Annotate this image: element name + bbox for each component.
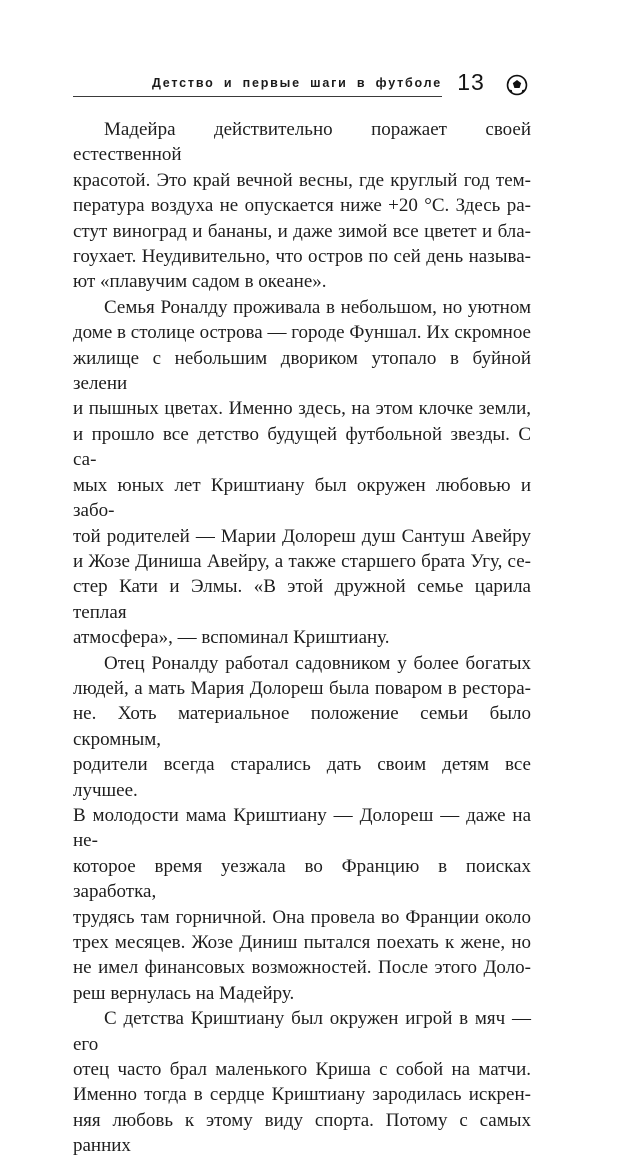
text-line: гоухает. Неудивительно, что остров по сей день называ-	[73, 246, 531, 268]
text-line: и Жозе Диниша Авейру, а также старшего брата Угу, се-	[73, 550, 531, 572]
text-line: пература воздуха не опускается ниже +20 °С. Здесь ра-	[73, 195, 531, 217]
text-line: В молодости мама Криштиану — Долореш — даже на не-	[73, 804, 531, 852]
paragraph	[73, 117, 531, 295]
soccer-ball-icon	[506, 74, 528, 96]
running-title: Детство и первые шаги в футболе	[151, 76, 442, 90]
text-line: которое время уезжала во Францию в поисках заработка,	[73, 855, 531, 903]
text-line: и прошло все детство будущей футбольной звезды. С са-	[73, 423, 531, 471]
text-line: трудясь там горничной. Она провела во Франции около	[73, 906, 531, 928]
paragraph	[73, 651, 531, 1007]
text-line: атмосфера», — вспоминал Криштиану.	[73, 627, 390, 649]
text-line: не. Хоть материальное положение семьи было скромным,	[73, 703, 531, 750]
paragraph	[73, 295, 531, 651]
text-line: стер Кати и Элмы. «В этой дружной семье царила теплая	[73, 576, 531, 623]
text-line: няя любовь к этому виду спорта. Потому с самых ранних	[73, 1109, 531, 1157]
text-line: Мадейра действительно поражает своей естественной	[73, 119, 531, 166]
text-line: доме в столице острова — городе Фуншал. Их скромное	[73, 322, 531, 344]
text-line: той родителей — Марии Долореш душ Сантуш Авейру	[73, 525, 531, 547]
page-number: 13	[457, 69, 485, 95]
text-line: людей, а мать Мария Долореш была поваром в рестора-	[73, 677, 531, 699]
text-line: стут виноград и бананы, и даже зимой все цветет и бла-	[73, 220, 531, 242]
text-line: Отец Роналду работал садовником у более богатых	[104, 652, 531, 674]
text-line: красотой. Это край вечной весны, где круглый год тем-	[73, 169, 531, 191]
text-line: жилище с небольшим двориком утопало в буйной зелени	[73, 347, 531, 395]
text-line: ют «плавучим садом в океане».	[73, 271, 327, 293]
text-line: и пышных цветах. Именно здесь, на этом клочке земли,	[73, 398, 531, 420]
text-line: не имел финансовых возможностей. После этого Доло-	[73, 957, 531, 979]
text-line: трех месяцев. Жозе Диниш пытался поехать к жене, но	[73, 932, 531, 953]
text-line: родители всегда старались дать своим детям все лучшее.	[73, 754, 531, 801]
paragraph	[73, 1006, 531, 1158]
text-line: Семья Роналду проживала в небольшом, но уютном	[104, 296, 531, 318]
text-line: Именно тогда в сердце Криштиану зародилась искрен-	[73, 1084, 531, 1106]
text-line: мых юных лет Криштиану был окружен любовью и забо-	[73, 474, 531, 522]
text-line: С детства Криштиану был окружен игрой в мяч — его	[73, 1008, 531, 1055]
text-line: реш вернулась на Мадейру.	[73, 982, 295, 1004]
page-body	[73, 117, 531, 1159]
text-line: отец часто брал маленького Криша с собой на матчи.	[73, 1059, 531, 1081]
header-rule	[73, 96, 442, 98]
